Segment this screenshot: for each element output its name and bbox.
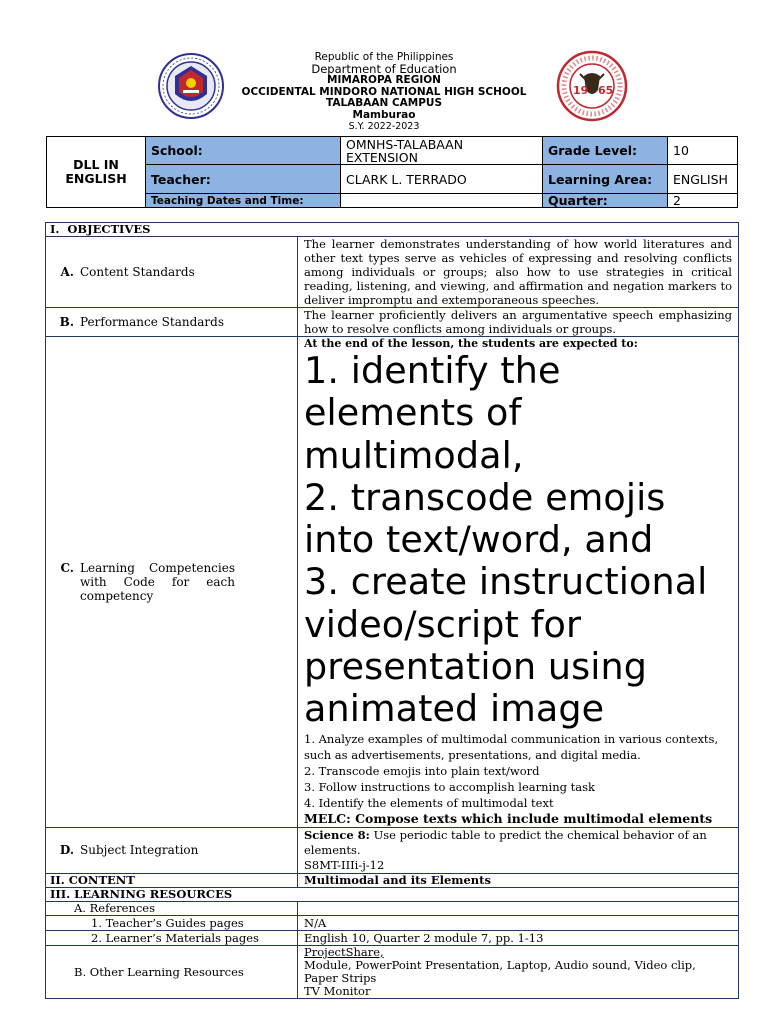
learning-area-label: Learning Area:	[543, 165, 668, 194]
performance-standards-label: B. Performance Standards	[46, 308, 298, 337]
school-seal-icon	[556, 50, 628, 122]
competency-large-line: animated image	[304, 687, 605, 731]
learning-resources-heading: III. LEARNING RESOURCES	[46, 887, 739, 901]
quarter-label: Quarter:	[543, 194, 668, 208]
other-resources-value: ProjectShare, Module, PowerPoint Presentation, Laptop, Audio sound, Video clip, Paper Strips TV Monitor	[298, 945, 739, 998]
competency-large-line: video/script for	[304, 602, 582, 646]
subject-integration-text: Science 8: Use periodic table to predict the chemical behavior of an elements. S8MT-IIIi-j-12	[298, 827, 739, 873]
header-school: OCCIDENTAL MINDORO NATIONAL HIGH SCHOOL	[241, 85, 527, 98]
teacher-label: Teacher:	[146, 165, 341, 194]
competency-large-line: into text/word, and	[304, 518, 654, 562]
competency-list-item: 4. Identify the elements of multimodal text	[304, 795, 554, 810]
content-heading: II. CONTENT	[46, 873, 298, 887]
competency-list-item: 3. Follow instructions to accomplish learning task	[304, 779, 595, 794]
grade-level-label: Grade Level:	[543, 137, 668, 165]
lesson-plan-table	[45, 222, 739, 999]
teaching-dates-value	[341, 194, 543, 208]
svg-text:65: 65	[598, 84, 614, 97]
svg-text:19: 19	[573, 84, 589, 97]
competency-large-line: 2. transcode emojis	[304, 475, 666, 519]
document-header	[0, 50, 768, 132]
performance-standards-text: The learner proficiently delivers an argumentative speech emphasizing how to resolve conflicts among individuals or groups.	[298, 308, 739, 337]
competency-list-item: 2. Transcode emojis into plain text/word	[304, 763, 540, 778]
competency-large-line: 1. identify the	[304, 349, 561, 392]
teacher-value: CLARK L. TERRADO	[341, 165, 543, 194]
grade-level-value: 10	[668, 137, 738, 165]
competency-large-line: 3. create instructional	[304, 560, 708, 604]
competencies-large-list	[304, 350, 732, 731]
learning-competencies-label: C. Learning Competencies with Code for each competency	[46, 337, 298, 828]
school-label: School:	[146, 137, 341, 165]
header-text-block	[200, 52, 568, 133]
learners-materials-value: English 10, Quarter 2 module 7, pp. 1-13	[298, 930, 739, 945]
objectives-heading: I. OBJECTIVES	[46, 223, 739, 237]
dll-title: DLL IN ENGLISH	[47, 137, 146, 208]
learning-competencies-content	[298, 337, 739, 828]
school-value: OMNHS-TALABAAN EXTENSION	[341, 137, 543, 165]
melc-text: MELC: Compose texts which include multimodal elements	[304, 810, 713, 826]
header-campus: TALABAAN CAMPUS	[325, 97, 443, 109]
competencies-intro: At the end of the lesson, the students are expected to:	[304, 337, 638, 350]
subject-integration-code: S8MT-IIIi-j-12	[304, 857, 385, 872]
competency-large-line: elements of	[304, 391, 522, 435]
projectshare-link[interactable]: ProjectShare,	[304, 944, 384, 959]
competency-list-item: 1. Analyze examples of multimodal communication in various contexts, such as advertisements, presentations, and digital media.	[304, 731, 719, 762]
other-resources-label: B. Other Learning Resources	[46, 945, 298, 998]
header-region: MIMAROPA REGION	[327, 74, 441, 86]
competency-large-line: multimodal,	[304, 433, 524, 477]
subject-integration-label: D. Subject Integration	[46, 827, 298, 873]
learning-area-value: ENGLISH	[668, 165, 738, 194]
header-school-year: S.Y. 2022-2023	[348, 121, 420, 132]
header-republic: Republic of the Philippines	[314, 51, 454, 63]
content-standards-text: The learner demonstrates understanding of how world literatures and other text types serve as vehicles of expressing and resolving conflicts among individuals or groups; also how to use strategies in critical reading, listening, and viewing, and affirmation and negation markers to deliver impromptu and extemporaneous speeches.	[298, 237, 739, 308]
teachers-guide-value: N/A	[298, 915, 739, 930]
content-standards-label: A. Content Standards	[46, 237, 298, 308]
header-town: Mamburao	[352, 108, 416, 121]
competencies-small-list	[304, 731, 732, 811]
references-label: A. References	[46, 901, 298, 915]
header-department: Department of Education	[311, 61, 457, 76]
learners-materials-label: 2. Learner’s Materials pages	[46, 930, 298, 945]
quarter-value: 2	[668, 194, 738, 208]
content-value: Multimodal and its Elements	[298, 873, 739, 887]
info-table	[46, 136, 738, 208]
teaching-dates-label: Teaching Dates and Time:	[146, 194, 341, 208]
teachers-guide-label: 1. Teacher’s Guides pages	[46, 915, 298, 930]
competency-large-line: presentation using	[304, 645, 648, 689]
